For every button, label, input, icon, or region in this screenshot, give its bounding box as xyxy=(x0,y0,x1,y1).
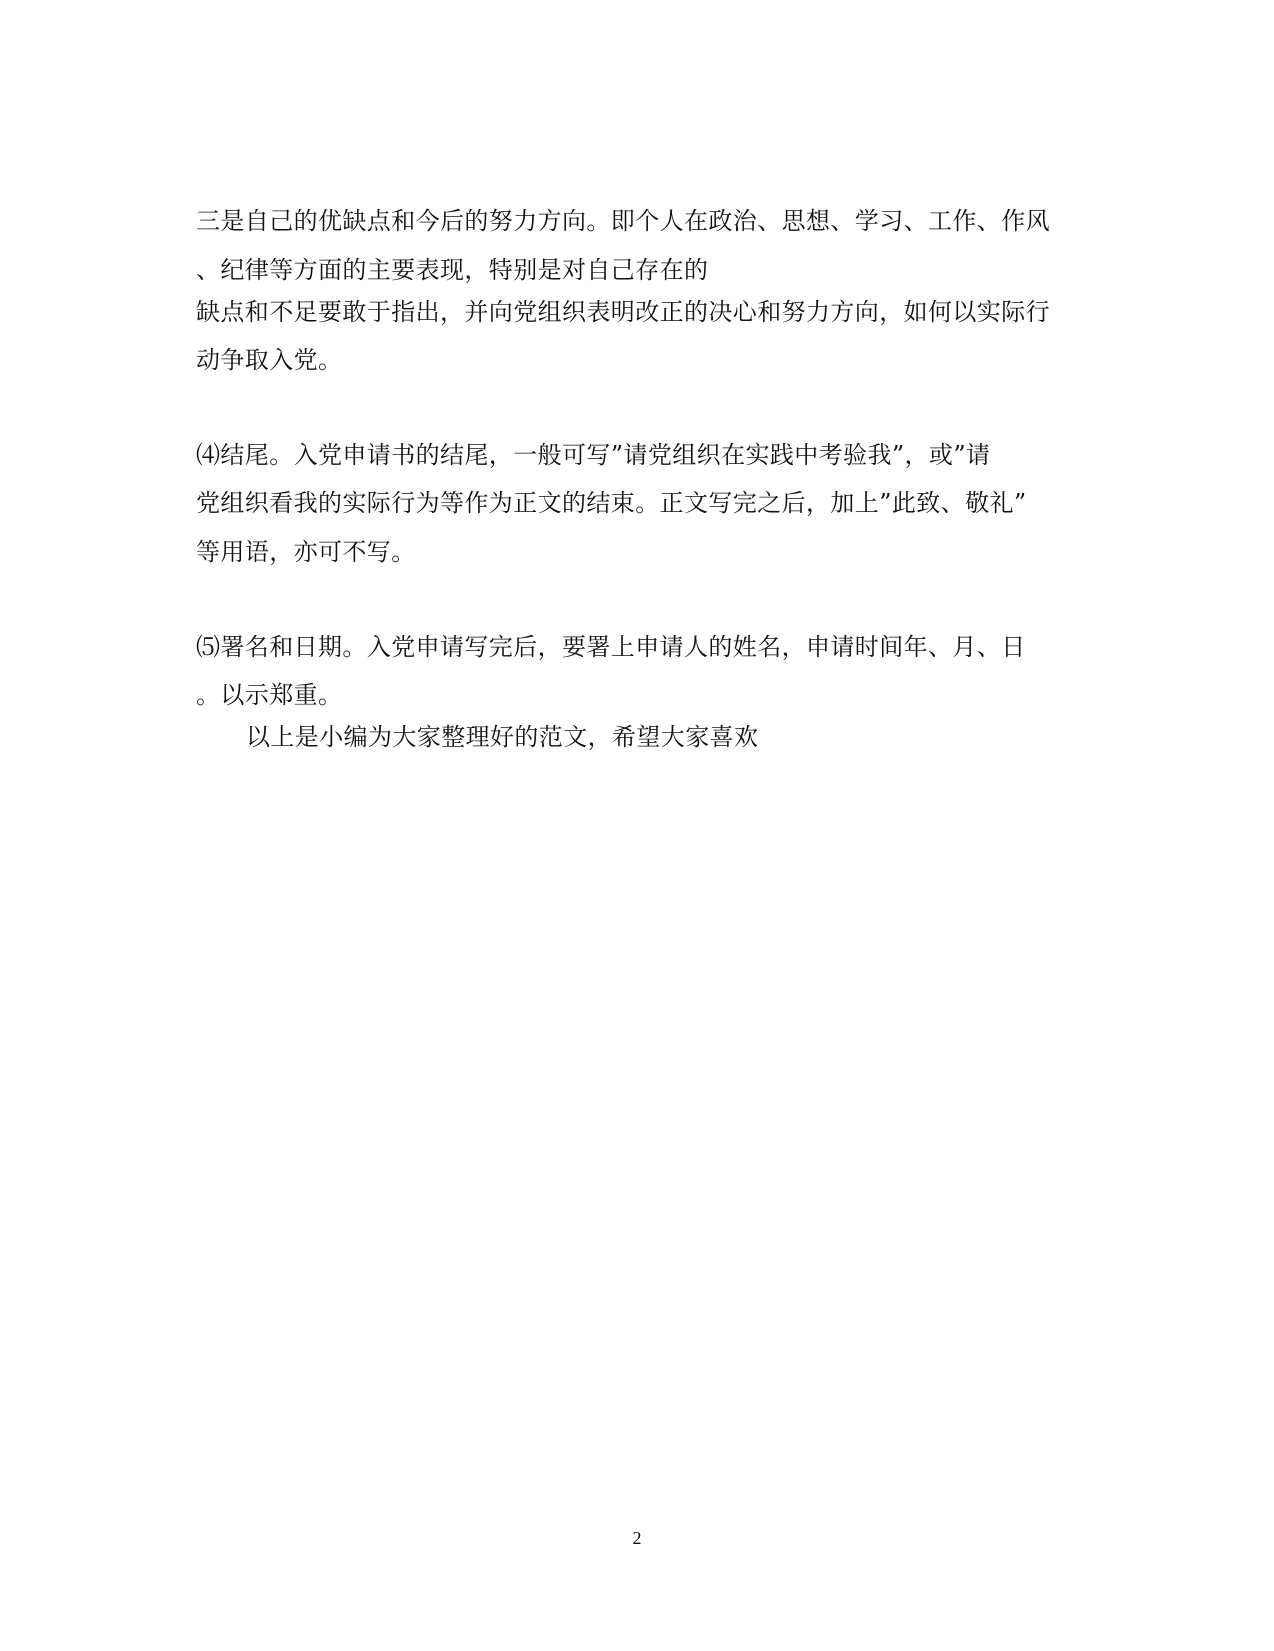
paragraph-3-line-3: 等用语，亦可不写。 xyxy=(196,538,416,566)
paragraph-4-line-1: ⑸署名和日期。入党申请写完后，要署上申请人的姓名，申请时间年、月、日 xyxy=(196,633,1026,661)
paragraph-1-line-1: 三是自己的优缺点和今后的努力方向。即个人在政治、思想、学习、工作、作风 xyxy=(196,207,1050,235)
page-number: 2 xyxy=(632,1528,642,1548)
paragraph-4-line-2: 。以示郑重。 xyxy=(196,681,343,709)
paragraph-2-line-1: 缺点和不足要敢于指出，并向党组织表明改正的决心和努力方向，如何以实际行 xyxy=(196,298,1050,326)
paragraph-3-line-1: ⑷结尾。入党申请书的结尾，一般可写”请党组织在实践中考验我”，或”请 xyxy=(196,441,991,469)
paragraph-3-line-2: 党组织看我的实际行为等作为正文的结束。正文写完之后，加上”此致、敬礼” xyxy=(196,489,1027,517)
closing-line: 以上是小编为大家整理好的范文，希望大家喜欢 xyxy=(246,723,759,751)
paragraph-2-line-2: 动争取入党。 xyxy=(196,346,343,374)
paragraph-1-line-2: 、纪律等方面的主要表现，特别是对自己存在的 xyxy=(196,256,709,284)
